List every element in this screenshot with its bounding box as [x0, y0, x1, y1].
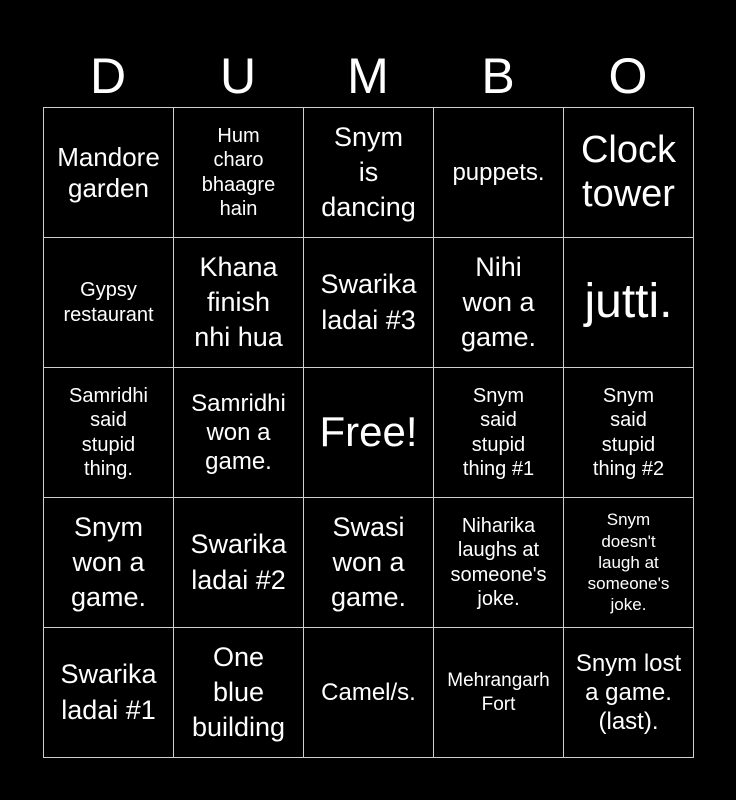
bingo-cell-text: Mehrangarh Fort — [447, 670, 550, 715]
bingo-cell[interactable] — [434, 628, 564, 758]
bingo-cell-text: jutti. — [584, 275, 673, 329]
bingo-cell[interactable] — [434, 108, 564, 238]
bingo-cell-text: Snym won a game. — [70, 511, 147, 613]
bingo-cell-text: Samridhi said stupid thing. — [69, 384, 148, 480]
bingo-cell[interactable] — [304, 628, 434, 758]
bingo-cell-text: One blue building — [191, 641, 286, 743]
bingo-cell[interactable] — [564, 628, 694, 758]
bingo-cell-text: Snym lost a game. (last). — [575, 649, 682, 736]
bingo-cell-text: Hum charo bhaagre hain — [201, 124, 276, 220]
bingo-cell-text: Free! — [319, 408, 418, 456]
bingo-cell[interactable] — [44, 628, 174, 758]
bingo-cell[interactable] — [434, 238, 564, 368]
bingo-cell-text: Nihi won a game. — [460, 251, 537, 353]
bingo-cell-text: Snym is dancing — [321, 121, 416, 223]
bingo-cell-text: puppets. — [452, 158, 545, 186]
bingo-cell[interactable] — [564, 108, 694, 238]
bingo-cell[interactable] — [564, 498, 694, 628]
bingo-cell[interactable] — [174, 498, 304, 628]
bingo-cell-text: Clock tower — [580, 129, 677, 215]
bingo-cell[interactable] — [174, 108, 304, 238]
bingo-cell-text: Snym said stupid thing #2 — [592, 384, 665, 480]
bingo-cell[interactable] — [44, 108, 174, 238]
bingo-cell[interactable] — [304, 498, 434, 628]
bingo-cell[interactable] — [44, 238, 174, 368]
bingo-cell-text: Snym doesn't laugh at someone's joke. — [587, 510, 670, 615]
bingo-cell[interactable] — [174, 368, 304, 498]
header-letter-d: D — [89, 48, 127, 104]
header-letter-m: M — [347, 48, 389, 104]
bingo-cell[interactable] — [44, 368, 174, 498]
bingo-cell-text: Snym said stupid thing #1 — [462, 384, 535, 480]
bingo-cell-text: Mandore garden — [57, 141, 160, 203]
header-letter-o: O — [608, 48, 648, 104]
bingo-cell-text: Swasi won a game. — [330, 511, 407, 613]
bingo-cell-text: Samridhi won a game. — [191, 389, 286, 476]
bingo-cell-text: Gypsy restaurant — [63, 279, 154, 326]
bingo-cell-text: Swarika ladai #2 — [190, 529, 287, 595]
bingo-cell[interactable] — [564, 238, 694, 368]
bingo-cell[interactable] — [44, 498, 174, 628]
bingo-cell-text: Niharika laughs at someone's joke. — [450, 514, 547, 610]
bingo-cell[interactable] — [434, 498, 564, 628]
header-letter-u: U — [219, 48, 257, 104]
bingo-cell-text: Khana finish nhi hua — [194, 251, 283, 353]
bingo-cell[interactable] — [434, 368, 564, 498]
bingo-cell[interactable] — [304, 238, 434, 368]
bingo-header — [43, 44, 693, 108]
bingo-cell[interactable] — [304, 108, 434, 238]
bingo-cell-text: Camel/s. — [321, 678, 416, 706]
header-letter-b: B — [481, 48, 515, 104]
bingo-cell-text: Swarika ladai #1 — [60, 659, 157, 725]
bingo-cell[interactable] — [174, 628, 304, 758]
bingo-cell[interactable] — [564, 368, 694, 498]
bingo-cell-text: Swarika ladai #3 — [320, 269, 417, 335]
bingo-board — [43, 107, 694, 758]
bingo-cell-free[interactable] — [304, 368, 434, 498]
bingo-cell[interactable] — [174, 238, 304, 368]
